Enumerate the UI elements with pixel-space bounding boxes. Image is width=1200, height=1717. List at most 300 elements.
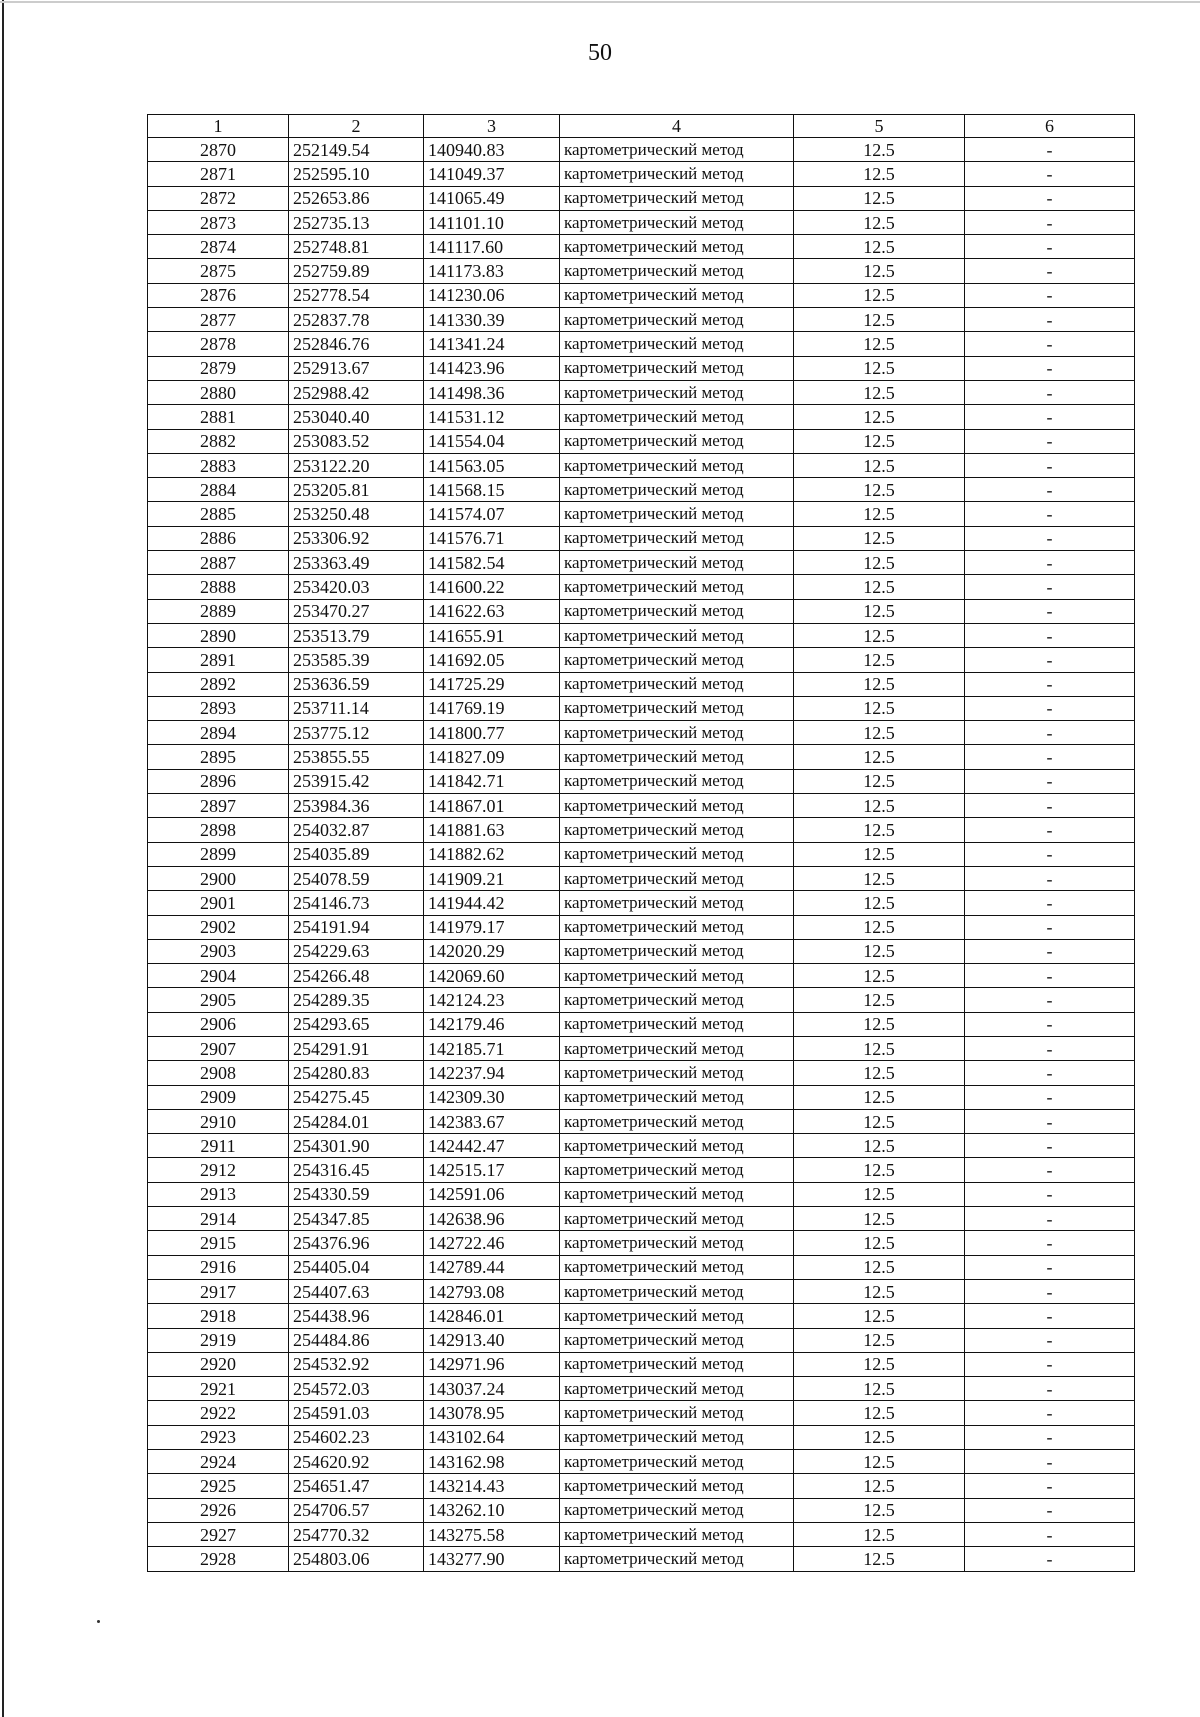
table-header-row [148,115,1135,138]
note-cell: - [965,1255,1135,1279]
accuracy-cell: 12.5 [794,332,965,356]
method-cell: картометрический метод [560,210,794,234]
y-coordinate-cell: 141173.83 [424,259,560,283]
y-coordinate-cell: 142913.40 [424,1328,560,1352]
x-coordinate-cell: 254284.01 [289,1109,424,1133]
point-number-cell: 2907 [148,1036,289,1060]
point-number-cell: 2890 [148,623,289,647]
y-coordinate-cell: 141582.54 [424,551,560,575]
point-number-cell: 2897 [148,794,289,818]
accuracy-cell: 12.5 [794,696,965,720]
table-row [148,939,1135,963]
table-row [148,1547,1135,1571]
x-coordinate-cell: 253420.03 [289,575,424,599]
x-coordinate-cell: 253711.14 [289,696,424,720]
method-cell: картометрический метод [560,623,794,647]
point-number-cell: 2870 [148,138,289,162]
accuracy-cell: 12.5 [794,964,965,988]
column-header-6: 6 [965,115,1135,138]
note-cell: - [965,1279,1135,1303]
x-coordinate-cell: 252748.81 [289,235,424,259]
accuracy-cell: 12.5 [794,1012,965,1036]
y-coordinate-cell: 142722.46 [424,1231,560,1255]
point-number-cell: 2879 [148,356,289,380]
table-row [148,1474,1135,1498]
method-cell: картометрический метод [560,551,794,575]
table-row [148,745,1135,769]
x-coordinate-cell: 254266.48 [289,964,424,988]
method-cell: картометрический метод [560,1450,794,1474]
accuracy-cell: 12.5 [794,794,965,818]
note-cell: - [965,769,1135,793]
table-row [148,1450,1135,1474]
method-cell: картометрический метод [560,745,794,769]
point-number-cell: 2922 [148,1401,289,1425]
note-cell: - [965,1425,1135,1449]
point-number-cell: 2914 [148,1207,289,1231]
y-coordinate-cell: 143162.98 [424,1450,560,1474]
table-row [148,891,1135,915]
method-cell: картометрический метод [560,842,794,866]
note-cell: - [965,332,1135,356]
x-coordinate-cell: 254078.59 [289,866,424,890]
accuracy-cell: 12.5 [794,186,965,210]
accuracy-cell: 12.5 [794,478,965,502]
table-row [148,1304,1135,1328]
point-number-cell: 2924 [148,1450,289,1474]
x-coordinate-cell: 254438.96 [289,1304,424,1328]
method-cell: картометрический метод [560,1401,794,1425]
method-cell: картометрический метод [560,1425,794,1449]
point-number-cell: 2925 [148,1474,289,1498]
y-coordinate-cell: 142383.67 [424,1109,560,1133]
point-number-cell: 2874 [148,235,289,259]
accuracy-cell: 12.5 [794,210,965,234]
accuracy-cell: 12.5 [794,1085,965,1109]
method-cell: картометрический метод [560,332,794,356]
note-cell: - [965,1377,1135,1401]
table-row [148,1279,1135,1303]
table-row [148,356,1135,380]
x-coordinate-cell: 252837.78 [289,308,424,332]
table-row [148,672,1135,696]
point-number-cell: 2912 [148,1158,289,1182]
method-cell: картометрический метод [560,478,794,502]
point-number-cell: 2891 [148,648,289,672]
x-coordinate-cell: 254032.87 [289,818,424,842]
y-coordinate-cell: 141842.71 [424,769,560,793]
accuracy-cell: 12.5 [794,1109,965,1133]
y-coordinate-cell: 141341.24 [424,332,560,356]
y-coordinate-cell: 142793.08 [424,1279,560,1303]
x-coordinate-cell: 254301.90 [289,1134,424,1158]
accuracy-cell: 12.5 [794,1474,965,1498]
accuracy-cell: 12.5 [794,745,965,769]
y-coordinate-cell: 143277.90 [424,1547,560,1571]
table-row [148,332,1135,356]
accuracy-cell: 12.5 [794,1207,965,1231]
table-row [148,964,1135,988]
y-coordinate-cell: 141574.07 [424,502,560,526]
x-coordinate-cell: 254191.94 [289,915,424,939]
note-cell: - [965,891,1135,915]
note-cell: - [965,283,1135,307]
table-row [148,1085,1135,1109]
point-number-cell: 2877 [148,308,289,332]
point-number-cell: 2919 [148,1328,289,1352]
note-cell: - [965,648,1135,672]
accuracy-cell: 12.5 [794,1328,965,1352]
table-row [148,1207,1135,1231]
x-coordinate-cell: 254275.45 [289,1085,424,1109]
y-coordinate-cell: 141423.96 [424,356,560,380]
point-number-cell: 2917 [148,1279,289,1303]
y-coordinate-cell: 141563.05 [424,453,560,477]
table-row [148,575,1135,599]
note-cell: - [965,380,1135,404]
method-cell: картометрический метод [560,575,794,599]
page-edge-left [2,0,4,1717]
y-coordinate-cell: 141827.09 [424,745,560,769]
accuracy-cell: 12.5 [794,1304,965,1328]
note-cell: - [965,1085,1135,1109]
note-cell: - [965,1498,1135,1522]
accuracy-cell: 12.5 [794,672,965,696]
method-cell: картометрический метод [560,1474,794,1498]
y-coordinate-cell: 142237.94 [424,1061,560,1085]
method-cell: картометрический метод [560,1522,794,1546]
x-coordinate-cell: 254770.32 [289,1522,424,1546]
method-cell: картометрический метод [560,866,794,890]
x-coordinate-cell: 254316.45 [289,1158,424,1182]
y-coordinate-cell: 141568.15 [424,478,560,502]
table-row [148,1425,1135,1449]
table-row [148,1012,1135,1036]
point-number-cell: 2910 [148,1109,289,1133]
method-cell: картометрический метод [560,1255,794,1279]
method-cell: картометрический метод [560,1279,794,1303]
method-cell: картометрический метод [560,526,794,550]
point-number-cell: 2900 [148,866,289,890]
note-cell: - [965,405,1135,429]
note-cell: - [965,1474,1135,1498]
x-coordinate-cell: 253855.55 [289,745,424,769]
point-number-cell: 2928 [148,1547,289,1571]
accuracy-cell: 12.5 [794,842,965,866]
x-coordinate-cell: 254484.86 [289,1328,424,1352]
point-number-cell: 2916 [148,1255,289,1279]
table-row [148,648,1135,672]
x-coordinate-cell: 254376.96 [289,1231,424,1255]
method-cell: картометрический метод [560,259,794,283]
table-row [148,138,1135,162]
y-coordinate-cell: 141979.17 [424,915,560,939]
accuracy-cell: 12.5 [794,891,965,915]
y-coordinate-cell: 142638.96 [424,1207,560,1231]
note-cell: - [965,526,1135,550]
y-coordinate-cell: 141692.05 [424,648,560,672]
y-coordinate-cell: 141065.49 [424,186,560,210]
point-number-cell: 2915 [148,1231,289,1255]
point-number-cell: 2923 [148,1425,289,1449]
note-cell: - [965,599,1135,623]
point-number-cell: 2871 [148,162,289,186]
table-row [148,1134,1135,1158]
accuracy-cell: 12.5 [794,259,965,283]
point-number-cell: 2908 [148,1061,289,1085]
point-number-cell: 2893 [148,696,289,720]
table-row [148,696,1135,720]
note-cell: - [965,623,1135,647]
note-cell: - [965,1134,1135,1158]
method-cell: картометрический метод [560,283,794,307]
y-coordinate-cell: 141330.39 [424,308,560,332]
table-row [148,1061,1135,1085]
column-header-5: 5 [794,115,965,138]
method-cell: картометрический метод [560,1134,794,1158]
note-cell: - [965,1450,1135,1474]
accuracy-cell: 12.5 [794,1352,965,1376]
accuracy-cell: 12.5 [794,915,965,939]
y-coordinate-cell: 141725.29 [424,672,560,696]
note-cell: - [965,1328,1135,1352]
method-cell: картометрический метод [560,696,794,720]
note-cell: - [965,866,1135,890]
x-coordinate-cell: 253915.42 [289,769,424,793]
note-cell: - [965,964,1135,988]
x-coordinate-cell: 252653.86 [289,186,424,210]
y-coordinate-cell: 142971.96 [424,1352,560,1376]
table-row [148,1255,1135,1279]
y-coordinate-cell: 141554.04 [424,429,560,453]
x-coordinate-cell: 253636.59 [289,672,424,696]
point-number-cell: 2892 [148,672,289,696]
note-cell: - [965,794,1135,818]
point-number-cell: 2889 [148,599,289,623]
method-cell: картометрический метод [560,1061,794,1085]
accuracy-cell: 12.5 [794,502,965,526]
note-cell: - [965,696,1135,720]
y-coordinate-cell: 141498.36 [424,380,560,404]
x-coordinate-cell: 253040.40 [289,405,424,429]
method-cell: картометрический метод [560,964,794,988]
page-number: 50 [588,40,612,66]
accuracy-cell: 12.5 [794,866,965,890]
note-cell: - [965,1547,1135,1571]
x-coordinate-cell: 252778.54 [289,283,424,307]
accuracy-cell: 12.5 [794,1182,965,1206]
method-cell: картометрический метод [560,891,794,915]
x-coordinate-cell: 254803.06 [289,1547,424,1571]
accuracy-cell: 12.5 [794,356,965,380]
table-row [148,818,1135,842]
method-cell: картометрический метод [560,769,794,793]
point-number-cell: 2887 [148,551,289,575]
point-number-cell: 2873 [148,210,289,234]
note-cell: - [965,842,1135,866]
accuracy-cell: 12.5 [794,1377,965,1401]
table-body [148,138,1135,1572]
note-cell: - [965,672,1135,696]
table-row [148,866,1135,890]
table-row [148,1352,1135,1376]
point-number-cell: 2886 [148,526,289,550]
accuracy-cell: 12.5 [794,599,965,623]
accuracy-cell: 12.5 [794,1401,965,1425]
y-coordinate-cell: 141600.22 [424,575,560,599]
point-number-cell: 2903 [148,939,289,963]
coordinates-table [147,114,1135,1572]
x-coordinate-cell: 254407.63 [289,1279,424,1303]
note-cell: - [965,1352,1135,1376]
point-number-cell: 2876 [148,283,289,307]
note-cell: - [965,721,1135,745]
table-row [148,502,1135,526]
accuracy-cell: 12.5 [794,769,965,793]
method-cell: картометрический метод [560,1012,794,1036]
note-cell: - [965,915,1135,939]
note-cell: - [965,1304,1135,1328]
note-cell: - [965,1207,1135,1231]
x-coordinate-cell: 253306.92 [289,526,424,550]
point-number-cell: 2872 [148,186,289,210]
y-coordinate-cell: 142442.47 [424,1134,560,1158]
method-cell: картометрический метод [560,380,794,404]
note-cell: - [965,575,1135,599]
y-coordinate-cell: 141576.71 [424,526,560,550]
point-number-cell: 2920 [148,1352,289,1376]
y-coordinate-cell: 142179.46 [424,1012,560,1036]
note-cell: - [965,1012,1135,1036]
column-header-3: 3 [424,115,560,138]
accuracy-cell: 12.5 [794,1425,965,1449]
y-coordinate-cell: 141800.77 [424,721,560,745]
accuracy-cell: 12.5 [794,235,965,259]
accuracy-cell: 12.5 [794,721,965,745]
point-number-cell: 2884 [148,478,289,502]
y-coordinate-cell: 143102.64 [424,1425,560,1449]
x-coordinate-cell: 253470.27 [289,599,424,623]
note-cell: - [965,1036,1135,1060]
y-coordinate-cell: 142846.01 [424,1304,560,1328]
method-cell: картометрический метод [560,721,794,745]
y-coordinate-cell: 141622.63 [424,599,560,623]
note-cell: - [965,502,1135,526]
x-coordinate-cell: 252913.67 [289,356,424,380]
point-number-cell: 2875 [148,259,289,283]
note-cell: - [965,939,1135,963]
page-edge-top [0,1,1200,3]
point-number-cell: 2927 [148,1522,289,1546]
y-coordinate-cell: 141230.06 [424,283,560,307]
x-coordinate-cell: 254620.92 [289,1450,424,1474]
accuracy-cell: 12.5 [794,283,965,307]
table-row [148,599,1135,623]
x-coordinate-cell: 252846.76 [289,332,424,356]
point-number-cell: 2918 [148,1304,289,1328]
table-row [148,162,1135,186]
accuracy-cell: 12.5 [794,1061,965,1085]
y-coordinate-cell: 143262.10 [424,1498,560,1522]
y-coordinate-cell: 142185.71 [424,1036,560,1060]
accuracy-cell: 12.5 [794,526,965,550]
x-coordinate-cell: 252759.89 [289,259,424,283]
method-cell: картометрический метод [560,1207,794,1231]
table-row [148,794,1135,818]
method-cell: картометрический метод [560,818,794,842]
accuracy-cell: 12.5 [794,818,965,842]
point-number-cell: 2906 [148,1012,289,1036]
method-cell: картометрический метод [560,308,794,332]
y-coordinate-cell: 141882.62 [424,842,560,866]
x-coordinate-cell: 253122.20 [289,453,424,477]
accuracy-cell: 12.5 [794,405,965,429]
method-cell: картометрический метод [560,453,794,477]
table-row [148,842,1135,866]
x-coordinate-cell: 254280.83 [289,1061,424,1085]
note-cell: - [965,235,1135,259]
x-coordinate-cell: 252735.13 [289,210,424,234]
table-row [148,1328,1135,1352]
table-row [148,1109,1135,1133]
accuracy-cell: 12.5 [794,1255,965,1279]
point-number-cell: 2902 [148,915,289,939]
method-cell: картометрический метод [560,162,794,186]
note-cell: - [965,1158,1135,1182]
x-coordinate-cell: 253363.49 [289,551,424,575]
accuracy-cell: 12.5 [794,1231,965,1255]
table-row [148,1498,1135,1522]
y-coordinate-cell: 142789.44 [424,1255,560,1279]
accuracy-cell: 12.5 [794,138,965,162]
note-cell: - [965,1231,1135,1255]
accuracy-cell: 12.5 [794,453,965,477]
method-cell: картометрический метод [560,1377,794,1401]
accuracy-cell: 12.5 [794,623,965,647]
method-cell: картометрический метод [560,599,794,623]
table-row [148,769,1135,793]
accuracy-cell: 12.5 [794,1279,965,1303]
table-row [148,1158,1135,1182]
note-cell: - [965,429,1135,453]
point-number-cell: 2899 [148,842,289,866]
point-number-cell: 2904 [148,964,289,988]
method-cell: картометрический метод [560,1109,794,1133]
x-coordinate-cell: 254229.63 [289,939,424,963]
x-coordinate-cell: 253585.39 [289,648,424,672]
method-cell: картометрический метод [560,939,794,963]
note-cell: - [965,1061,1135,1085]
method-cell: картометрический метод [560,429,794,453]
x-coordinate-cell: 253513.79 [289,623,424,647]
table-row [148,526,1135,550]
y-coordinate-cell: 141944.42 [424,891,560,915]
note-cell: - [965,259,1135,283]
point-number-cell: 2881 [148,405,289,429]
column-header-4: 4 [560,115,794,138]
x-coordinate-cell: 254289.35 [289,988,424,1012]
method-cell: картометрический метод [560,138,794,162]
method-cell: картометрический метод [560,405,794,429]
y-coordinate-cell: 142124.23 [424,988,560,1012]
x-coordinate-cell: 252595.10 [289,162,424,186]
y-coordinate-cell: 142591.06 [424,1182,560,1206]
accuracy-cell: 12.5 [794,988,965,1012]
x-coordinate-cell: 254291.91 [289,1036,424,1060]
y-coordinate-cell: 141049.37 [424,162,560,186]
y-coordinate-cell: 142309.30 [424,1085,560,1109]
x-coordinate-cell: 254293.65 [289,1012,424,1036]
